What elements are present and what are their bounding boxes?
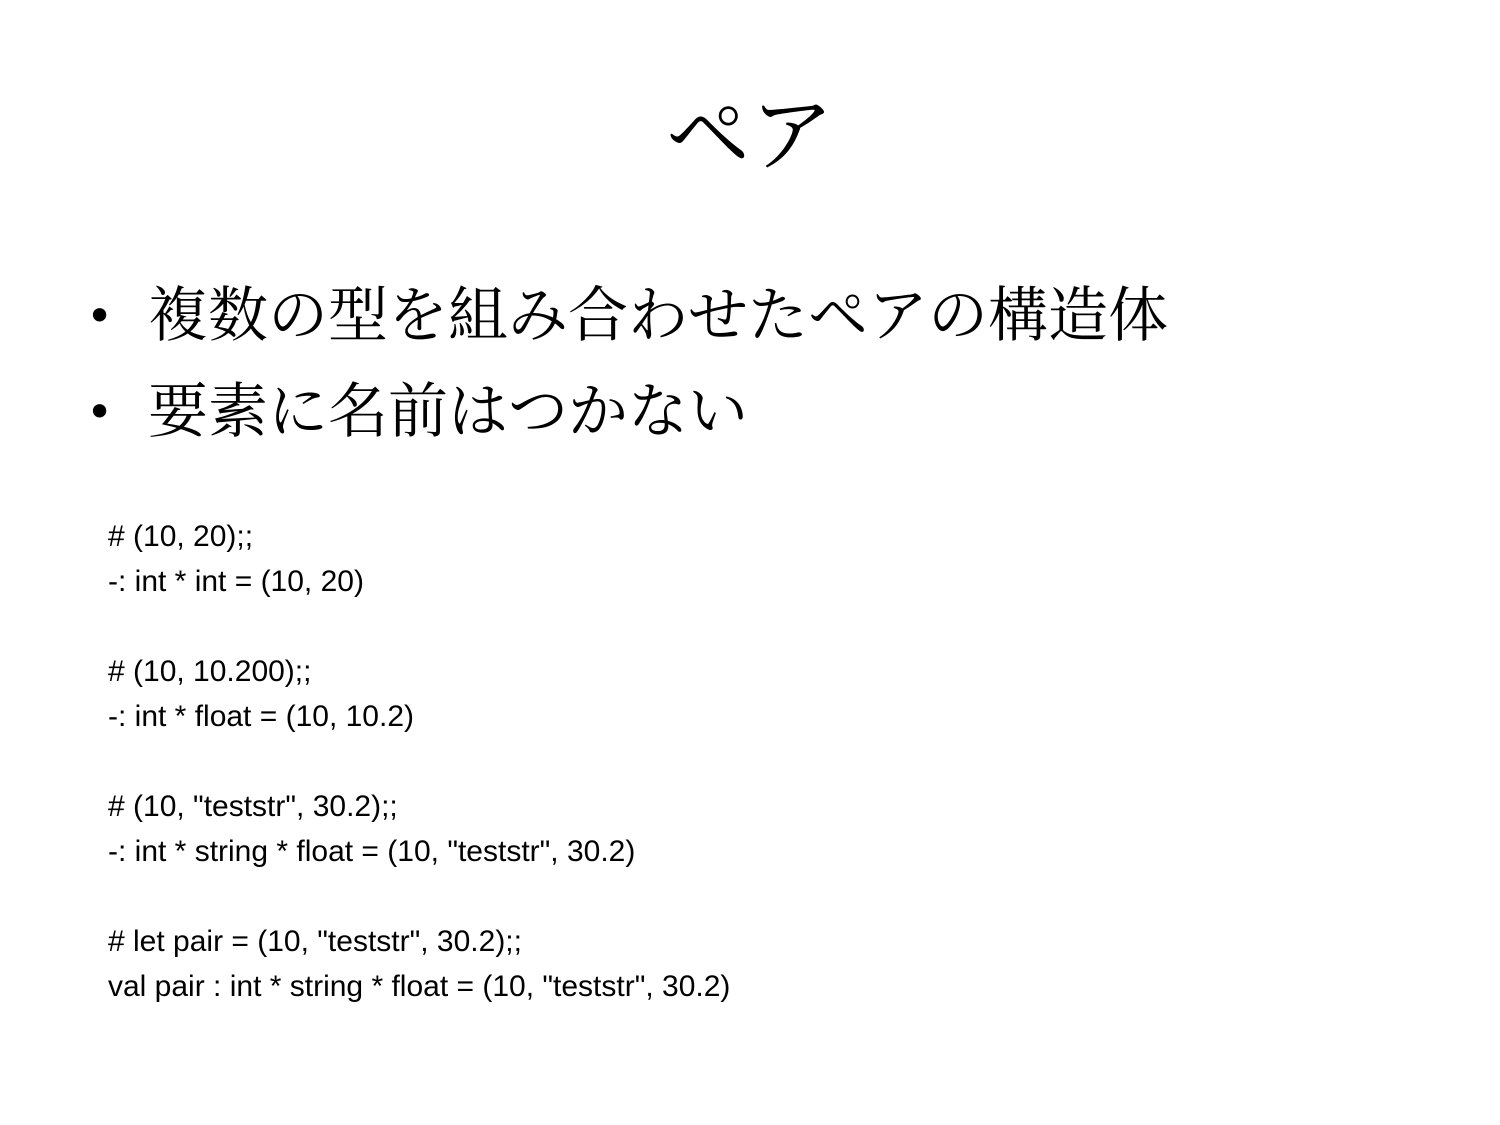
code-input-line: # (10, 10.200);; [108, 655, 312, 688]
bullet-dot-icon: • [86, 385, 114, 439]
code-input-line: # (10, 20);; [108, 520, 254, 553]
bullet-dot-icon: • [86, 289, 114, 343]
code-output-line: val pair : int * string * float = (10, "teststr", 30.2) [108, 970, 731, 1003]
code-output-line: -: int * float = (10, 10.2) [108, 700, 414, 733]
code-group [108, 514, 730, 604]
bullet-item [86, 364, 1168, 460]
code-output-line: -: int * int = (10, 20) [108, 565, 364, 598]
slide-title: ペア [665, 86, 834, 184]
code-output-line: -: int * string * float = (10, "teststr", 30.2) [108, 835, 636, 868]
code-example-block [108, 514, 730, 1054]
code-group [108, 919, 730, 1009]
code-group [108, 649, 730, 739]
code-input-line: # (10, "teststr", 30.2);; [108, 790, 398, 823]
bullet-text: 複数の型を組み合わせたペアの構造体 [148, 281, 1168, 351]
code-group [108, 784, 730, 874]
code-input-line: # let pair = (10, "teststr", 30.2);; [108, 925, 522, 958]
bullet-list [86, 268, 1168, 460]
bullet-text: 要素に名前はつかない [148, 377, 748, 447]
bullet-item [86, 268, 1168, 364]
